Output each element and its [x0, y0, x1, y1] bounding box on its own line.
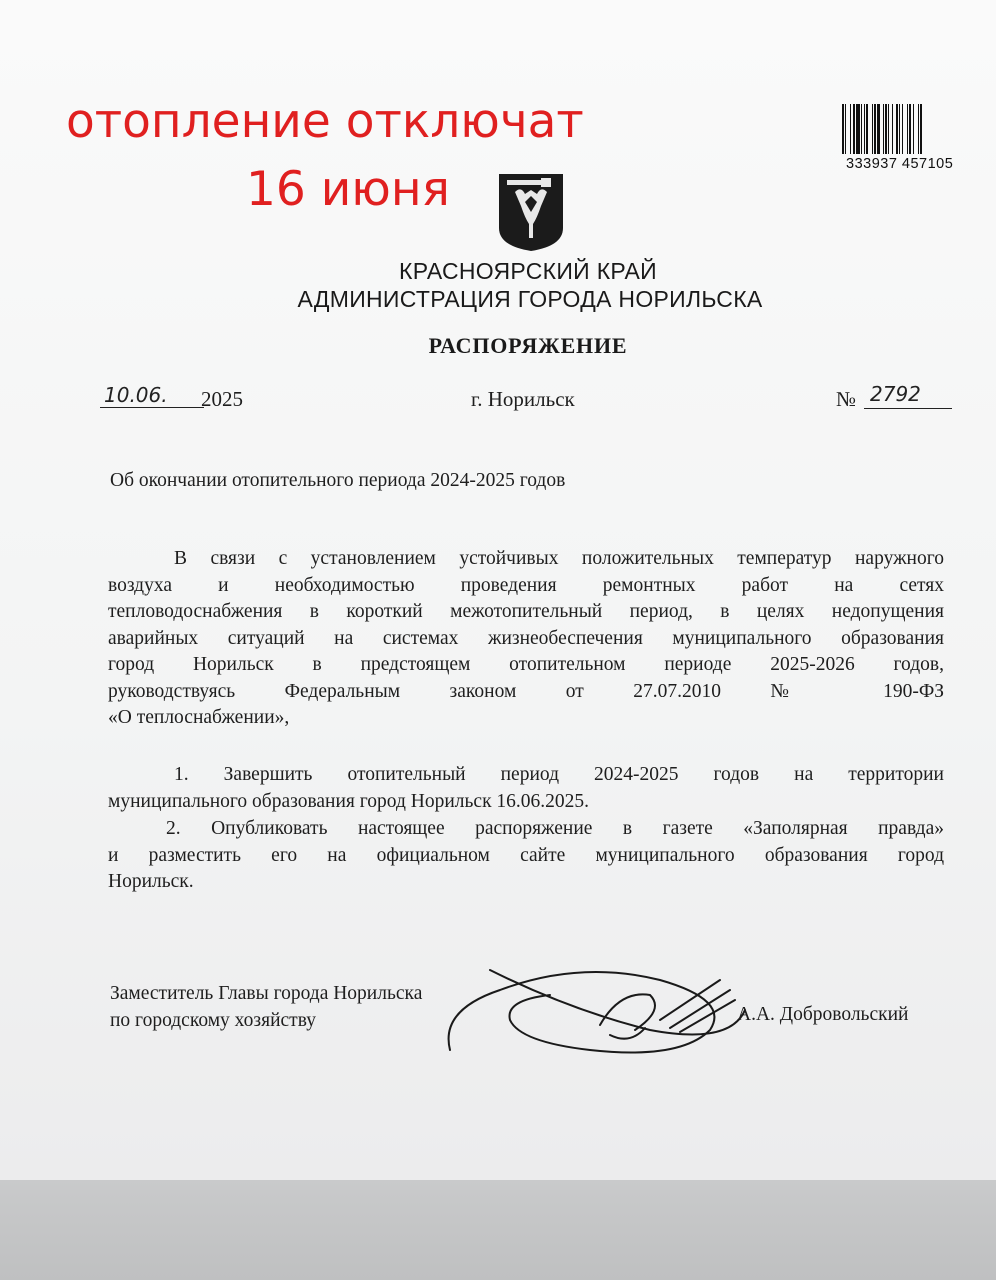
barcode-number: 333937 457105: [846, 156, 954, 172]
preamble-line: В связи с установлением устойчивых положительных температур наружного: [174, 548, 944, 569]
preamble-line: тепловодоснабжения в короткий межотопительный период, в целях недопущения: [108, 601, 944, 622]
item-2-line: Норильск.: [108, 871, 194, 892]
overlay-caption-line2: 16 июня: [246, 162, 450, 217]
preamble-paragraph: [108, 546, 944, 732]
background-surface: [0, 1180, 996, 1280]
header-region: КРАСНОЯРСКИЙ КРАЙ: [399, 258, 657, 284]
number-sign: №: [836, 387, 857, 411]
item-2-line: 2. Опубликовать настоящее распоряжение в газете «Заполярная правда»: [166, 818, 944, 839]
signer-position: [110, 980, 422, 1034]
overlay-caption-line1: отопление отключат: [66, 94, 584, 149]
preamble-line: руководствуясь Федеральным законом от 27.07.2010 № 190-ФЗ: [108, 680, 944, 702]
barcode-bars: [842, 104, 992, 154]
barcode-stripe: [922, 104, 923, 154]
preamble-line: «О теплоснабжении»,: [108, 707, 290, 728]
handwritten-signature: [430, 950, 760, 1070]
preamble-line: воздуха и необходимостью проведения ремонтных работ на сетях: [108, 574, 944, 596]
document-type-title: РАСПОРЯЖЕНИЕ: [428, 333, 628, 358]
signer-name: А.А. Добровольский: [737, 1004, 909, 1025]
item-1-paragraph: [108, 762, 944, 815]
item-1-line: 1. Завершить отопительный период 2024-2025 годов на территории: [174, 764, 944, 785]
signer-position-line1: Заместитель Главы города Норильска: [110, 983, 423, 1004]
number-handwritten: 2792: [864, 382, 952, 409]
document-subject: Об окончании отопительного периода 2024-2025 годов: [110, 470, 566, 491]
item-2-paragraph: [108, 816, 944, 896]
item-2-line: и разместить его на официальном сайте муниципального образования город: [108, 844, 944, 866]
barcode: [842, 104, 992, 176]
header-administration: АДМИНИСТРАЦИЯ ГОРОДА НОРИЛЬСКА: [297, 286, 763, 312]
signer-position-line2: по городскому хозяйству: [110, 1010, 316, 1031]
preamble-line: город Норильск в предстоящем отопительном периоде 2025-2026 годов,: [108, 654, 944, 675]
date-handwritten: 10.06.: [100, 383, 204, 408]
norilsk-coat-of-arms-icon: [497, 172, 565, 252]
preamble-line: аварийных ситуаций на системах жизнеобеспечения муниципального образования: [108, 627, 944, 649]
item-1-line: муниципального образования город Норильск 16.06.2025.: [108, 790, 590, 812]
city-label: г. Норильск: [471, 387, 575, 411]
date-year: 2025: [201, 387, 243, 411]
